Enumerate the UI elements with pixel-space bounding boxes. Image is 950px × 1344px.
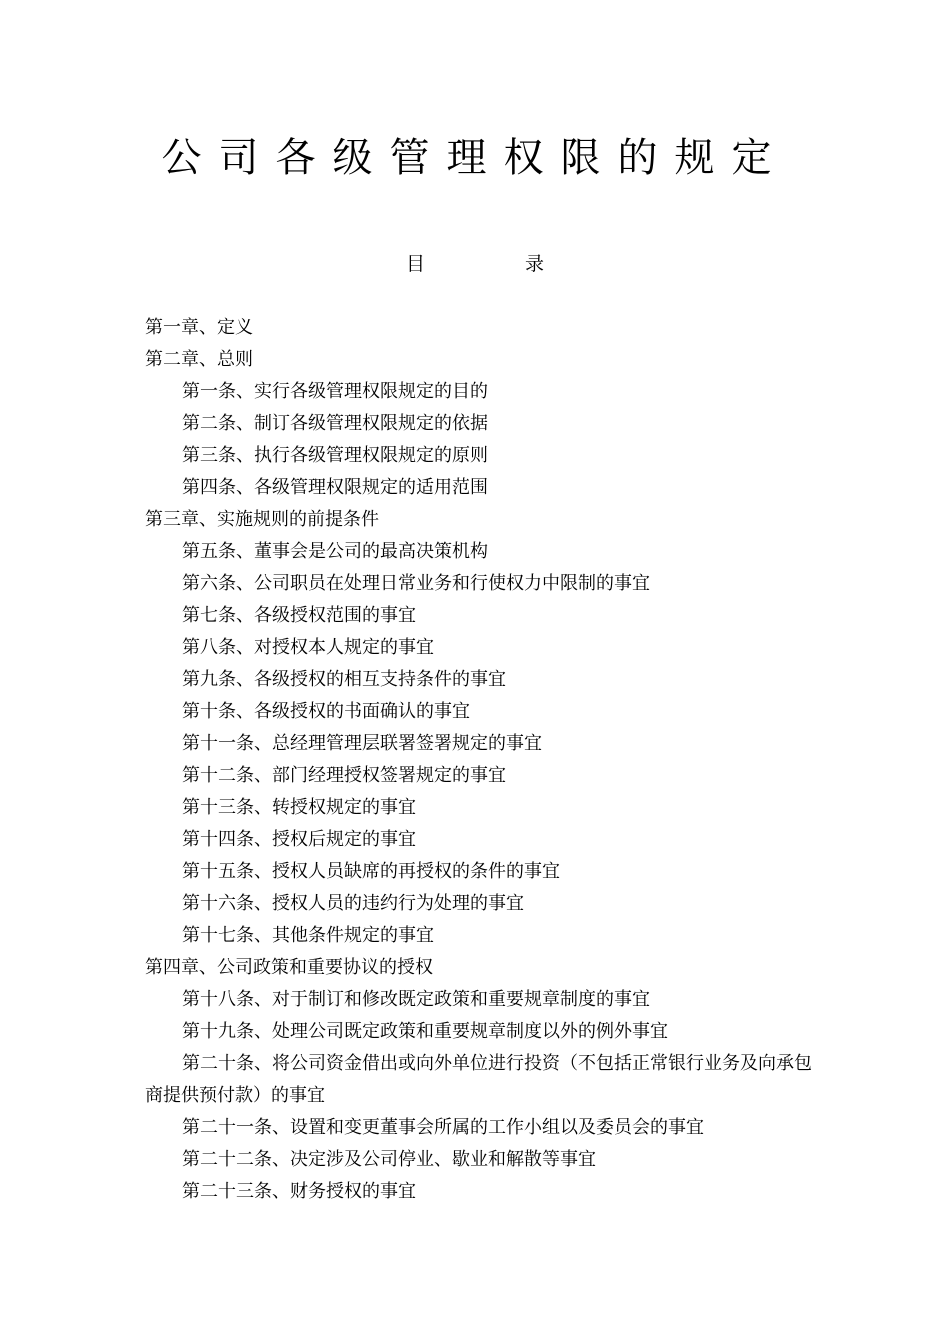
toc-article: 第二条、制订各级管理权限规定的依据 [182,413,488,434]
toc-heading: 目录 [405,253,644,275]
toc-article: 第十九条、处理公司既定政策和重要规章制度以外的例外事宜 [182,1021,668,1042]
toc-article: 第十五条、授权人员缺席的再授权的条件的事宜 [182,861,560,882]
toc-article: 第三条、执行各级管理权限规定的原则 [182,445,488,466]
toc-article: 第十七条、其他条件规定的事宜 [182,925,434,946]
toc-article: 第五条、董事会是公司的最高决策机构 [182,541,488,562]
toc-article: 第二十二条、决定涉及公司停业、歇业和解散等事宜 [182,1149,596,1170]
toc-article: 第十四条、授权后规定的事宜 [182,829,416,850]
toc-article: 第一条、实行各级管理权限规定的目的 [182,381,488,402]
toc-article: 第二十三条、财务授权的事宜 [182,1181,416,1202]
toc-chapter: 第一章、定义 [145,317,253,338]
toc-article: 第六条、公司职员在处理日常业务和行使权力中限制的事宜 [182,573,650,594]
table-of-contents [145,312,815,1208]
toc-article: 第十条、各级授权的书面确认的事宜 [182,701,470,722]
toc-chapter: 第四章、公司政策和重要协议的授权 [145,957,433,978]
toc-article: 第七条、各级授权范围的事宜 [182,605,416,626]
toc-chapter: 第三章、实施规则的前提条件 [145,509,379,530]
toc-article: 第十三条、转授权规定的事宜 [182,797,416,818]
toc-article: 第十二条、部门经理授权签署规定的事宜 [182,765,506,786]
toc-article: 第十一条、总经理管理层联署签署规定的事宜 [182,733,542,754]
toc-article: 第八条、对授权本人规定的事宜 [182,637,434,658]
document-title: 公司各级管理权限的规定 [161,135,789,181]
toc-article: 第二十条、将公司资金借出或向外单位进行投资（不包括正常银行业务及向承包商提供预付款）的事宜 [145,1053,812,1106]
toc-article: 第十八条、对于制订和修改既定政策和重要规章制度的事宜 [182,989,650,1010]
toc-article: 第二十一条、设置和变更董事会所属的工作小组以及委员会的事宜 [182,1117,704,1138]
toc-article: 第四条、各级管理权限规定的适用范围 [182,477,488,498]
toc-article: 第十六条、授权人员的违约行为处理的事宜 [182,893,524,914]
toc-article: 第九条、各级授权的相互支持条件的事宜 [182,669,506,690]
toc-chapter: 第二章、总则 [145,349,253,370]
